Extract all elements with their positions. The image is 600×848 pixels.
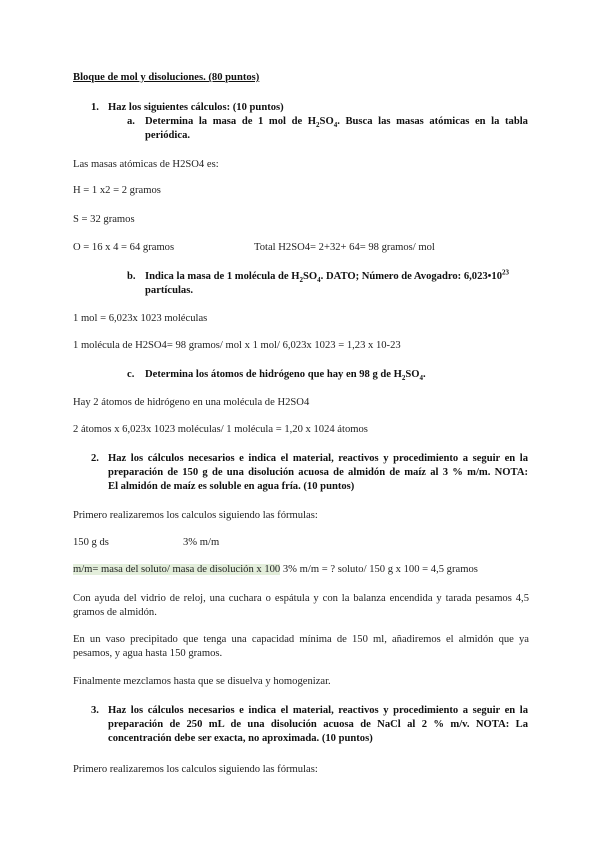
q2-line1: Haz los cálculos necesarios e indica el material, reactivos y procedimiento a seguir en la	[108, 453, 528, 464]
q1c-line: Determina los átomos de hidrógeno que hay en 98 g de $H_2SO_4$.	[145, 369, 426, 383]
q2-number: 2.	[91, 453, 99, 464]
q1a-answer-o: O = 16 x 4 = 64 gramos	[73, 242, 175, 253]
q2-given-right: 3% m/m	[183, 537, 220, 548]
q3-line2: preparación de 250 mL de una disolución acuosa de NaCl al 2 % m/v. NOTA: La	[108, 719, 528, 730]
q2-procedure-p3: Finalmente mezclamos hasta que se disuelva y homogenizar.	[73, 676, 331, 687]
q1a-line1: Determina la masa de 1 mol de $H_2SO_4$. Busca las masas atómicas en la tabla	[145, 116, 528, 130]
q1c-letter: c.	[127, 369, 135, 380]
q2-procedure-p2-l2: pesamos, y agua hasta 150 gramos.	[73, 648, 223, 659]
q2-procedure-p2-l1: En un vaso precipitado que tenga una capacidad mínima de 150 ml, añadiremos el almidón que ya	[73, 634, 529, 645]
q1c-answer-l1: Hay 2 átomos de hidrógeno en una molécula de H2SO4	[73, 397, 310, 408]
q1a-answer-total: Total H2SO4= 2+32+ 64= 98 gramos/ mol	[254, 242, 435, 253]
q1-number: 1.	[91, 102, 99, 113]
q1a-letter: a.	[127, 116, 135, 127]
q2-line2: preparación de 150 g de una disolución acuosa de almidón de maíz al 3 % m/m. NOTA:	[108, 467, 528, 478]
q1b-answer-l2: 1 molécula de H2SO4= 98 gramos/ mol x 1 mol/ 6,023x 1023 = 1,23 x 10-23	[73, 340, 401, 351]
q2-procedure-p1-l1: Con ayuda del vidrio de reloj, una cuchara o espátula y con la balanza encendida y tarada pesamos 4,5	[73, 593, 529, 604]
q1a-answer-s: S = 32 gramos	[73, 214, 135, 225]
q1a-line2: periódica.	[145, 130, 191, 141]
q1b-answer-l1: 1 mol = 6,023x 1023 moléculas	[73, 313, 208, 324]
q1a-answer-h: H = 1 x2 = 2 gramos	[73, 185, 161, 196]
q1b-letter: b.	[127, 271, 136, 282]
q2-formula-line	[73, 563, 478, 577]
q2-procedure-p1-l2: gramos de almidón.	[73, 607, 157, 618]
q2-line3: El almidón de maíz es soluble en agua fría. (10 puntos)	[108, 481, 355, 492]
q3-number: 3.	[91, 705, 99, 716]
q1-heading: Haz los siguientes cálculos: (10 puntos)	[108, 102, 284, 113]
q3-answer-intro: Primero realizaremos los calculos siguiendo las fórmulas:	[73, 764, 318, 775]
q1c-answer-l2: 2 átomos x 6,023x 1023 moléculas/ 1 molécula = 1,20 x 1024 átomos	[73, 424, 368, 435]
q3-line3: concentración debe ser exacta, no aproximada. (10 puntos)	[108, 733, 373, 744]
q1a-answer-intro: Las masas atómicas de H2SO4 es:	[73, 159, 219, 170]
q1b-line2: partículas.	[145, 285, 193, 296]
q2-formula-highlight: m/m= masa del soluto/ masa de disolución x 100	[73, 564, 281, 575]
q2-given-left: 150 g ds	[73, 537, 109, 548]
q1b-line1: Indica la masa de 1 molécula de $H_2SO_4$. DATO; Número de Avogadro: $6,023•10^{23}$	[145, 268, 509, 285]
q2-answer-intro: Primero realizaremos los calculos siguiendo las fórmulas:	[73, 510, 318, 521]
q3-line1: Haz los cálculos necesarios e indica el material, reactivos y procedimiento a seguir en la	[108, 705, 528, 716]
section-title: Bloque de mol y disoluciones. (80 puntos)	[73, 72, 260, 83]
q2-formula-rest: 3% m/m = ? soluto/ 150 g x 100 = 4,5 gramos	[280, 564, 478, 575]
